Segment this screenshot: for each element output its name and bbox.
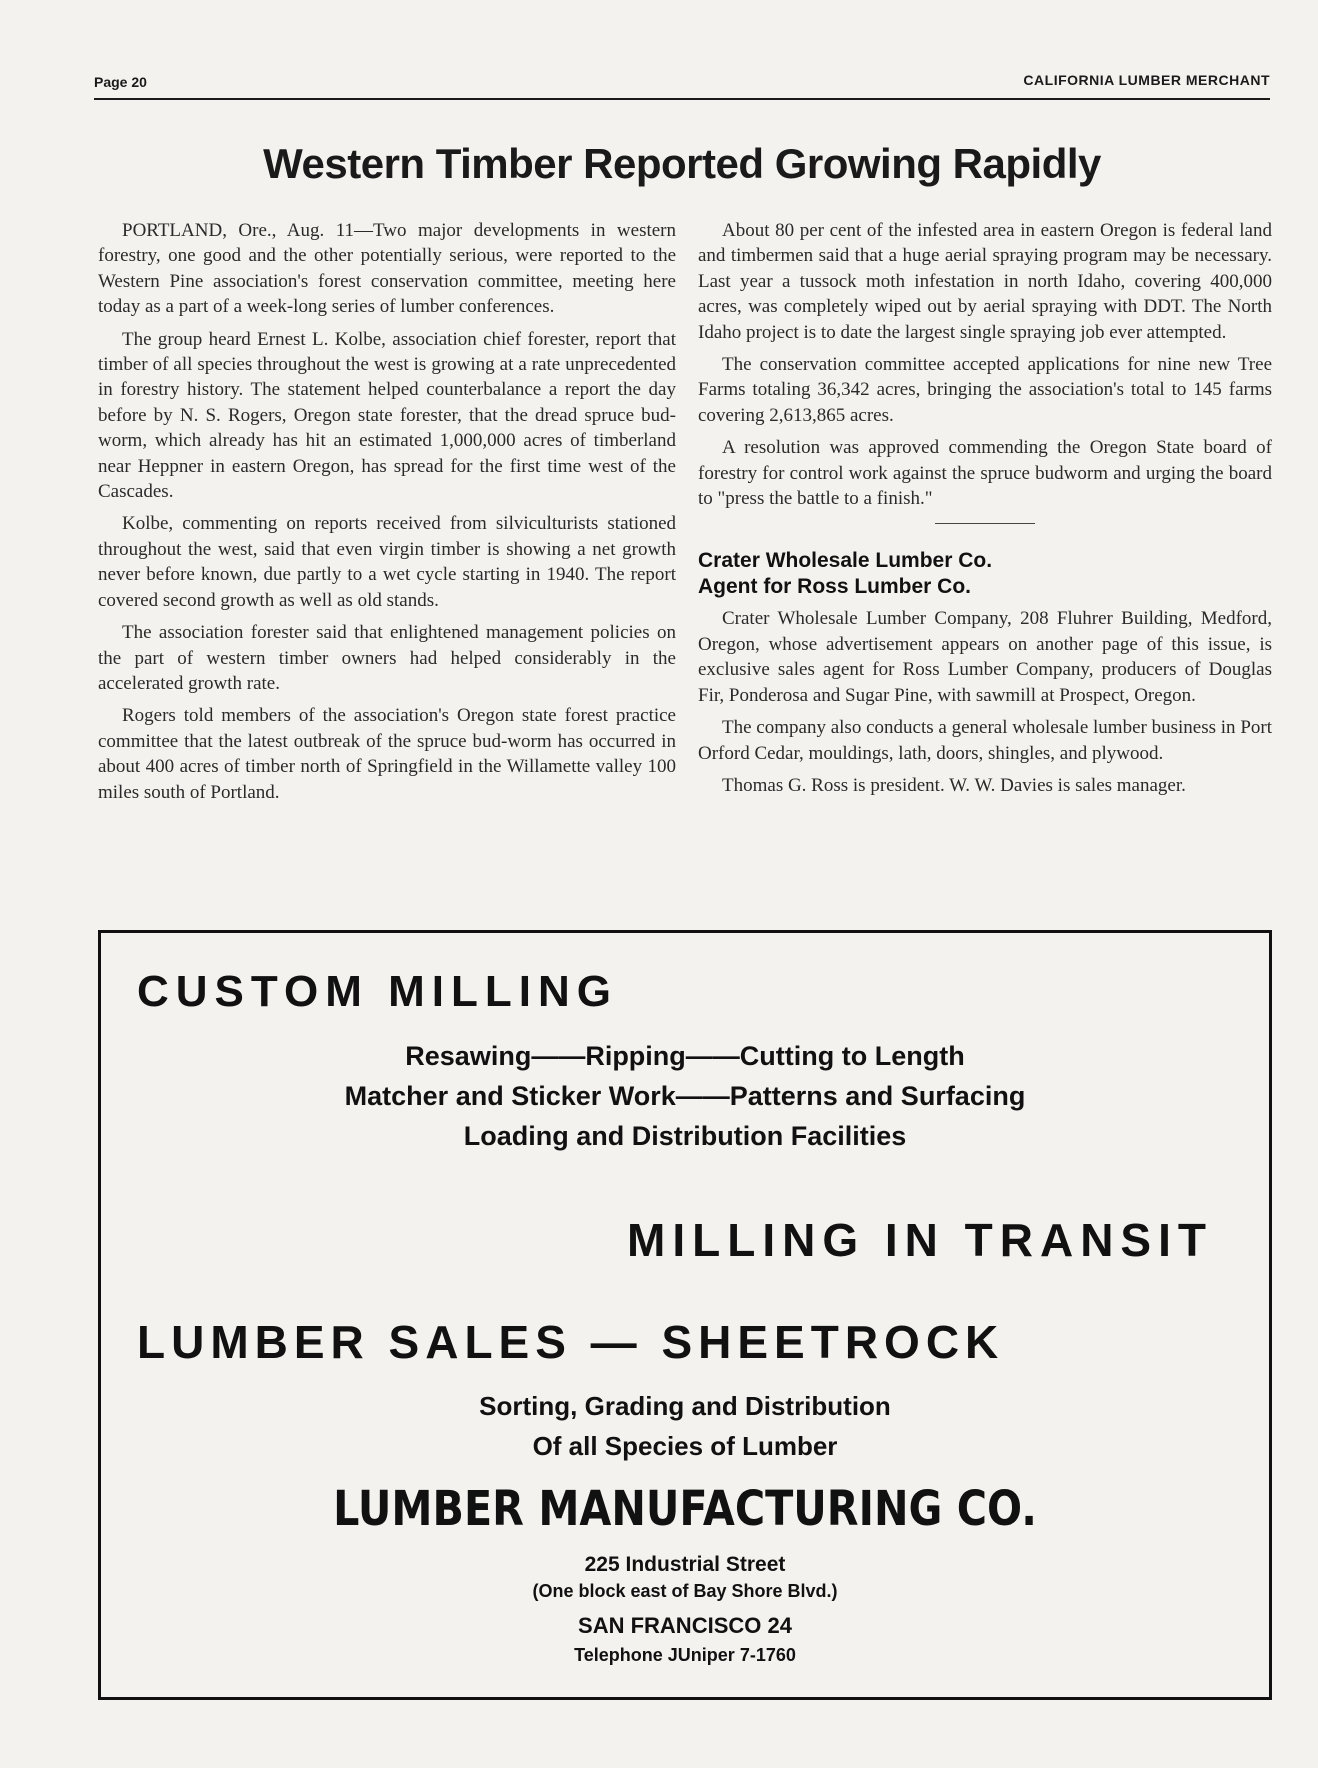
ad-services-line-2: Matcher and Sticker Work——Patterns and Surfacing bbox=[344, 1081, 1026, 1111]
article-paragraph: Rogers told members of the association's Oregon state forest practice committee that the latest outbreak of the spruce bud-worm has occurred in about 400 acres of timber north of Springfield in the Willamette valley 100 miles south of Portland. bbox=[98, 705, 676, 803]
page-header bbox=[94, 70, 1270, 100]
article-paragraph: PORTLAND, Ore., Aug. 11—Two major developments in western forestry, one good and the other potentially serious, were reported to the Western Pine association's forest conservation committee, meeting here today as a part of a week-long series of lumber conferences. bbox=[98, 220, 676, 318]
advertisement-box bbox=[98, 930, 1272, 1700]
news-headline-line-2: Agent for Ross Lumber Co. bbox=[698, 575, 972, 599]
ad-address: 225 Industrial Street bbox=[584, 1553, 786, 1576]
article-paragraph: A resolution was approved commending the Oregon State board of forestry for control work against the spruce budworm and urging the board to "press the battle to a finish." bbox=[698, 437, 1272, 510]
news-paragraph: Crater Wholesale Lumber Company, 208 Fluhrer Building, Medford, Oregon, whose advertisement appears on another page of this issue, is exclusive sales agent for Ross Lumber Company, producers of Douglas Fir, Ponderosa and Sugar Pine, with sawmill at Prospect, Oregon. bbox=[698, 608, 1272, 706]
news-paragraph: The company also conducts a general wholesale lumber business in Port Orford Cedar, mouldings, lath, doors, shingles, and plywood. bbox=[698, 717, 1272, 764]
article-paragraph: The association forester said that enlightened management policies on the part of western timber owners had helped considerably in the accelerated growth rate. bbox=[98, 622, 676, 694]
ad-address-note: (One block east of Bay Shore Blvd.) bbox=[532, 1581, 838, 1601]
article-paragraph: About 80 per cent of the infested area in eastern Oregon is federal land and timbermen said that a huge aerial spraying program may be necessary. Last year a tussock moth infestation in north Idaho, covering 400,000 acres, was completely wiped out by aerial spraying with DDT. The North Idaho project is to date the largest single spraying job ever attempted. bbox=[698, 220, 1272, 343]
ad-custom-milling: CUSTOM MILLING bbox=[137, 967, 618, 1016]
article-right-column bbox=[698, 218, 1272, 805]
ad-sorting-line-1: Sorting, Grading and Distribution bbox=[479, 1391, 891, 1421]
section-divider bbox=[935, 523, 1035, 524]
news-paragraph: Thomas G. Ross is president. W. W. Davies is sales manager. bbox=[722, 774, 1186, 796]
article-paragraph: Kolbe, commenting on reports received from silviculturists stationed throughout the west, said that even virgin timber is showing a net growth never before known, due partly to a wet cycle starting in 1940. The report covered second growth as well as old stands. bbox=[98, 513, 676, 611]
ad-services-line-3: Loading and Distribution Facilities bbox=[463, 1121, 907, 1151]
article-left-column bbox=[98, 218, 676, 812]
ad-lumber-sales: LUMBER SALES — SHEETROCK bbox=[137, 1316, 1005, 1368]
news-item-headline bbox=[698, 548, 1272, 600]
article-paragraph: The group heard Ernest L. Kolbe, association chief forester, report that timber of all species throughout the west is growing at a rate unprecedented in forestry history. The statement helped counterbalance a report the day before by N. S. Rogers, Oregon state forester, that the dread spruce bud-worm, which already has hit an estimated 1,000,000 acres of timberland near Heppner in eastern Oregon, has spread for the first time west of the Cascades. bbox=[98, 328, 676, 503]
article-paragraph: The conservation committee accepted applications for nine new Tree Farms totaling 36,342 acres, bringing the association's total to 145 farms covering 2,613,865 acres. bbox=[698, 354, 1272, 426]
article-headline: Western Timber Reported Growing Rapidly bbox=[263, 140, 1101, 187]
ad-milling-in-transit: MILLING IN TRANSIT bbox=[627, 1214, 1213, 1266]
ad-sorting-line-2: Of all Species of Lumber bbox=[532, 1431, 838, 1461]
publication-name: CALIFORNIA LUMBER MERCHANT bbox=[1023, 72, 1270, 88]
ad-city: SAN FRANCISCO 24 bbox=[578, 1613, 792, 1638]
page-number: Page 20 bbox=[94, 74, 147, 90]
ad-telephone: Telephone JUniper 7-1760 bbox=[574, 1645, 796, 1665]
news-headline-line-1: Crater Wholesale Lumber Co. bbox=[698, 549, 993, 573]
ad-company-name: LUMBER MANUFACTURING CO. bbox=[333, 1481, 1037, 1537]
ad-services-line-1: Resawing——Ripping——Cutting to Length bbox=[405, 1041, 965, 1071]
